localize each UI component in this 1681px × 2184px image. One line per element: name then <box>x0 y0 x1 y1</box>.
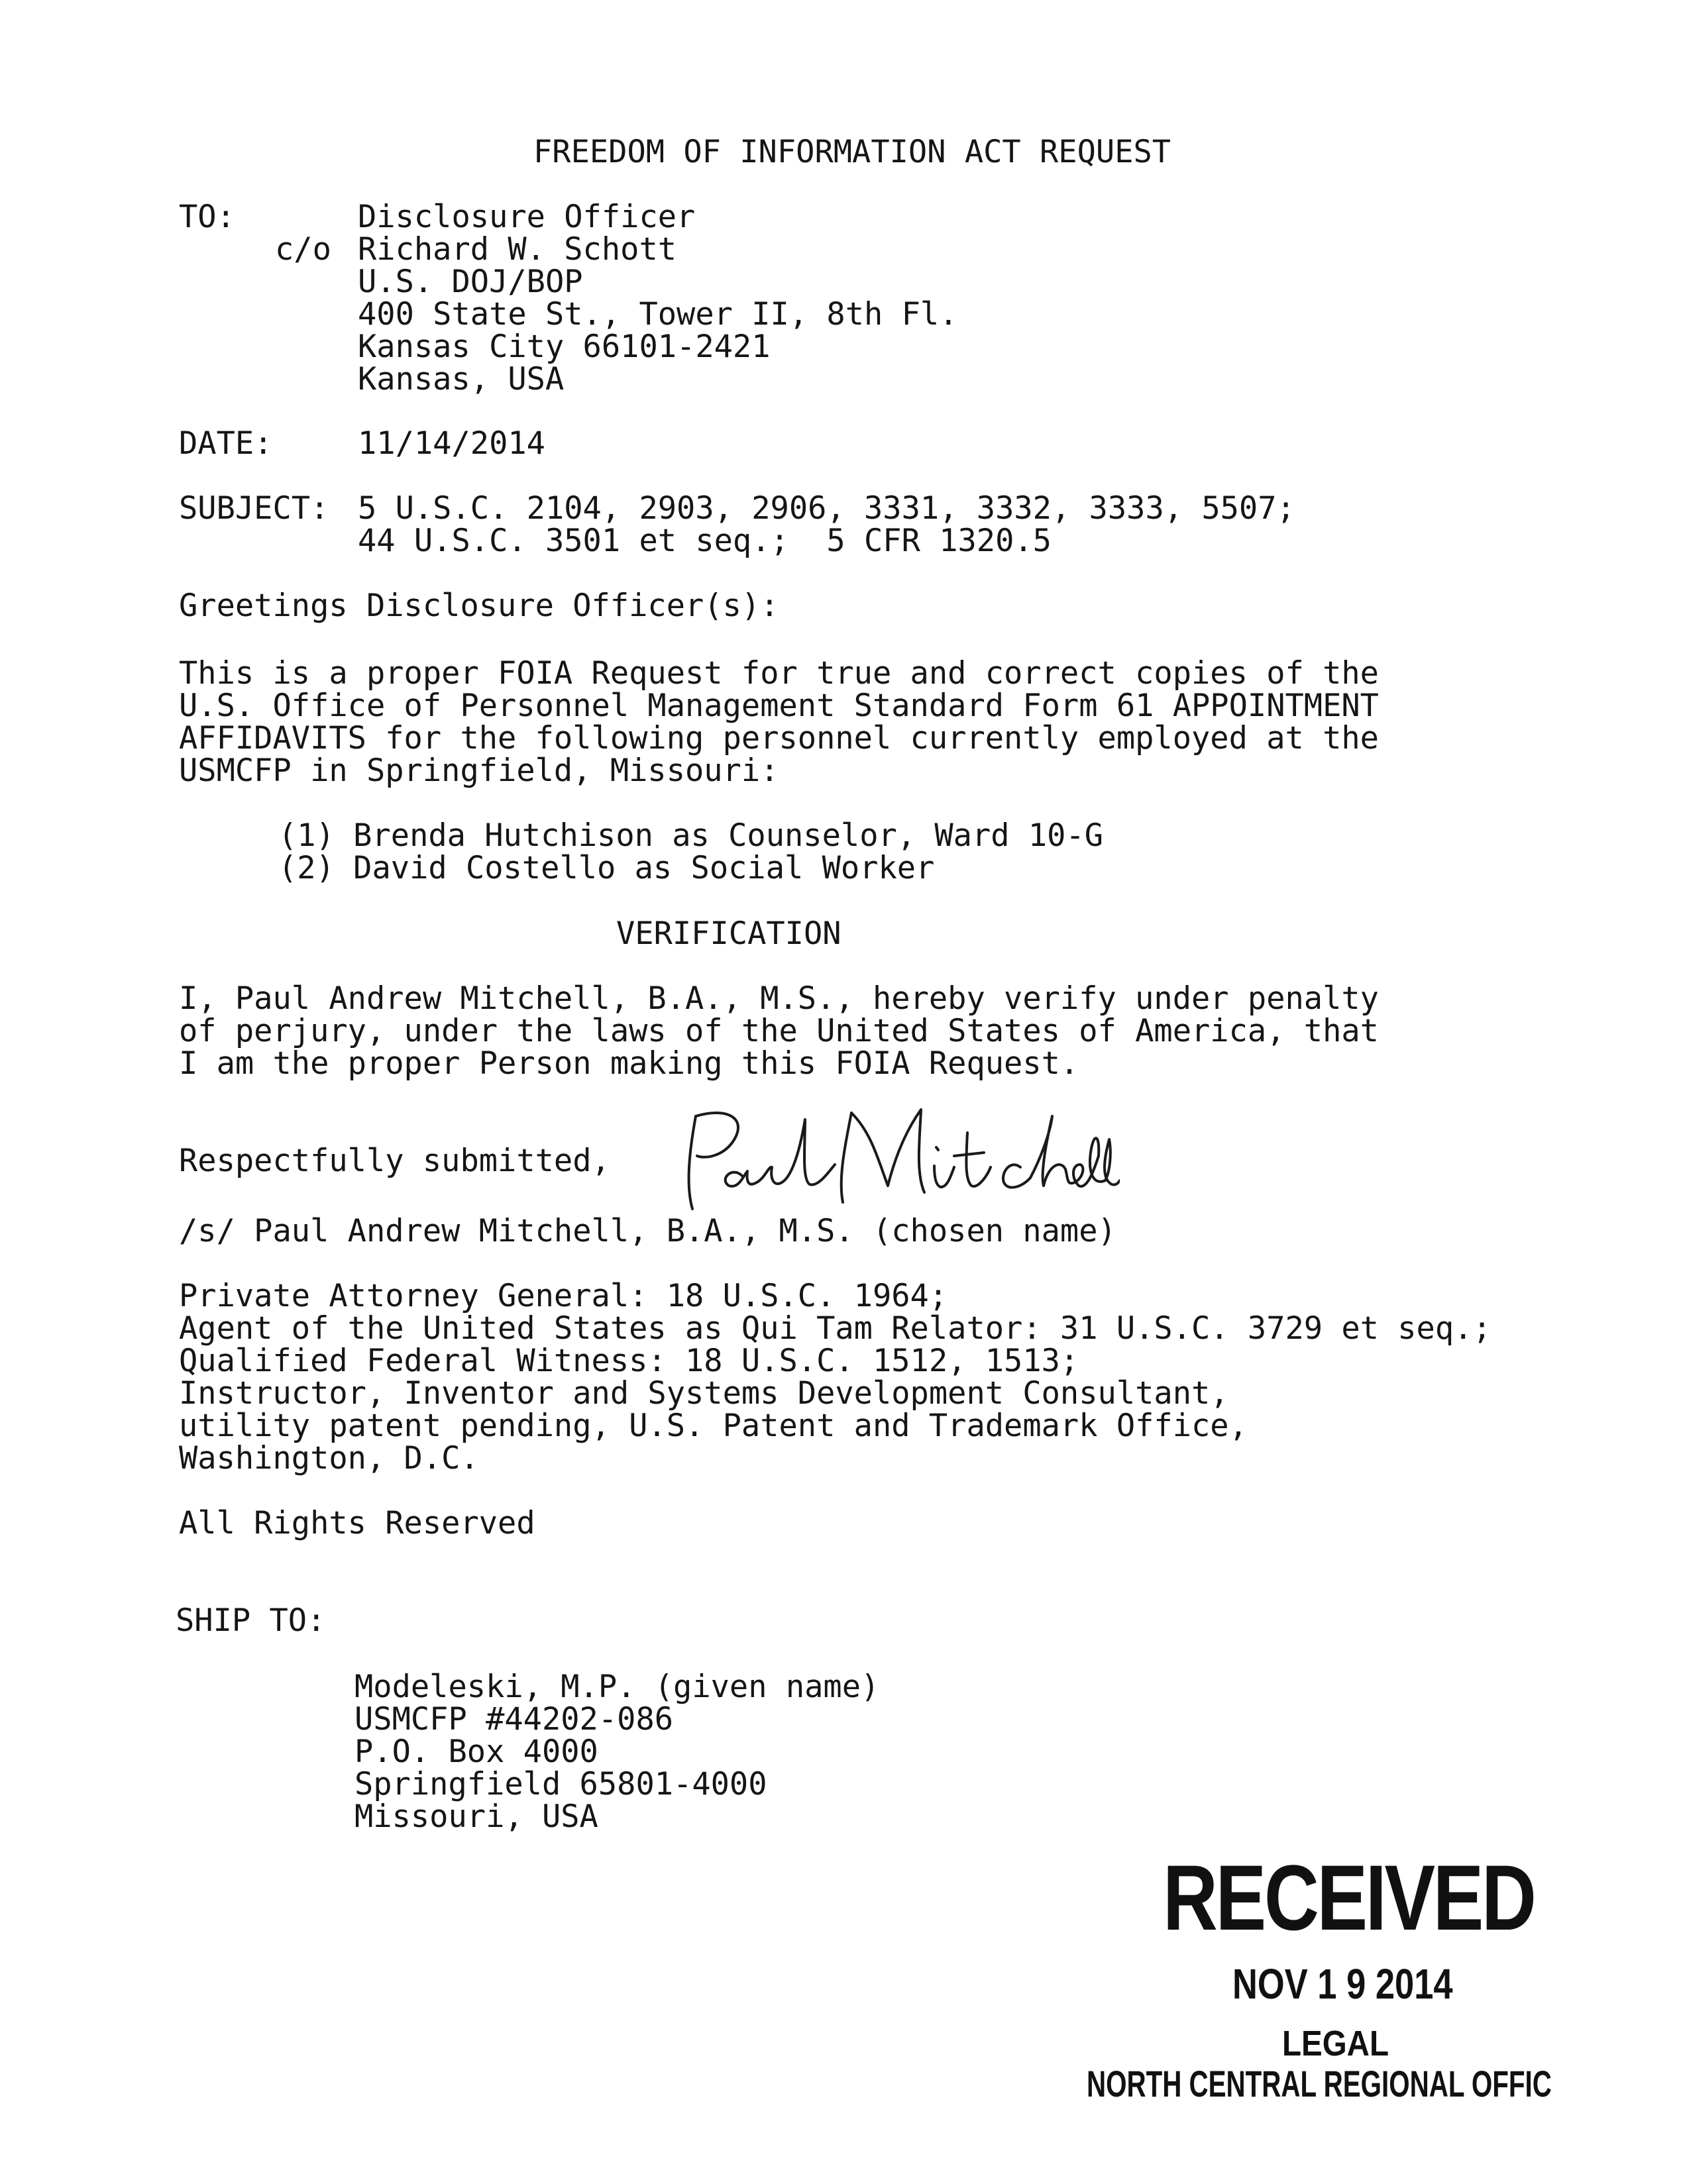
subject-line-2: 44 U.S.C. 3501 et seq.; 5 CFR 1320.5 <box>358 523 1052 559</box>
received-stamp-date: NOV 1 9 2014 <box>1232 1960 1453 2008</box>
credential-line-3: Qualified Federal Witness: 18 U.S.C. 1512, 1513; <box>179 1343 1079 1379</box>
received-stamp: RECEIVED <box>1163 1846 1535 1950</box>
received-stamp-department: LEGAL <box>1282 2024 1389 2063</box>
date-value: 11/14/2014 <box>358 425 545 462</box>
credential-line-2: Agent of the United States as Qui Tam Relator: 31 U.S.C. 3729 et seq.; <box>179 1310 1491 1347</box>
credential-line-5: utility patent pending, U.S. Patent and Trademark Office, <box>179 1408 1248 1444</box>
all-rights-reserved: All Rights Reserved <box>179 1505 535 1541</box>
verification-line-2: of perjury, under the laws of the United States of America, that <box>179 1013 1379 1049</box>
ship-to-state: Missouri, USA <box>354 1798 598 1835</box>
body-line-1: This is a proper FOIA Request for true and correct copies of the <box>179 655 1379 692</box>
signed-name: /s/ Paul Andrew Mitchell, B.A., M.S. (chosen name) <box>179 1213 1116 1249</box>
ship-to-register: USMCFP #44202-086 <box>354 1701 674 1738</box>
ship-to-label: SHIP TO: <box>176 1602 326 1639</box>
personnel-item-1: (1) Brenda Hutchison as Counselor, Ward 10-G <box>278 817 1104 854</box>
verification-line-3: I am the proper Person making this FOIA Request. <box>179 1045 1079 1082</box>
handwritten-signature <box>669 1093 1120 1219</box>
body-line-3: AFFIDAVITS for the following personnel currently employed at the <box>179 720 1379 756</box>
to-agency: U.S. DOJ/BOP <box>358 264 583 300</box>
verification-line-1: I, Paul Andrew Mitchell, B.A., M.S., hereby verify under penalty <box>179 980 1379 1017</box>
body-line-4: USMCFP in Springfield, Missouri: <box>179 753 779 789</box>
ship-to-box: P.O. Box 4000 <box>354 1734 598 1770</box>
verification-heading: VERIFICATION <box>616 915 841 952</box>
to-label: TO: <box>179 199 235 235</box>
ship-to-city: Springfield 65801-4000 <box>354 1766 767 1802</box>
credential-line-1: Private Attorney General: 18 U.S.C. 1964; <box>179 1278 948 1314</box>
subject-line-1: 5 U.S.C. 2104, 2903, 2906, 3331, 3332, 3333, 5507; <box>358 490 1295 527</box>
credential-line-6: Washington, D.C. <box>179 1440 479 1477</box>
care-of-label: c/o <box>275 231 331 268</box>
body-line-2: U.S. Office of Personnel Management Standard Form 61 APPOINTMENT <box>179 688 1379 724</box>
to-recipient: Disclosure Officer <box>358 199 696 235</box>
ship-to-name: Modeleski, M.P. (given name) <box>354 1669 880 1705</box>
subject-label: SUBJECT: <box>179 490 329 527</box>
to-street: 400 State St., Tower II, 8th Fl. <box>358 296 958 333</box>
document-title: FREEDOM OF INFORMATION ACT REQUEST <box>533 134 1171 170</box>
signature-text: Paul Mitchell <box>669 1093 673 1094</box>
received-stamp-office: NORTH CENTRAL REGIONAL OFFIC <box>1087 2063 1552 2105</box>
to-name: Richard W. Schott <box>358 231 677 268</box>
to-state: Kansas, USA <box>358 361 565 397</box>
to-city: Kansas City 66101-2421 <box>358 329 771 365</box>
personnel-item-2: (2) David Costello as Social Worker <box>278 850 935 886</box>
respectfully-submitted: Respectfully submitted, <box>179 1143 610 1179</box>
credential-line-4: Instructor, Inventor and Systems Development Consultant, <box>179 1375 1229 1412</box>
greeting: Greetings Disclosure Officer(s): <box>179 588 779 624</box>
date-label: DATE: <box>179 425 273 462</box>
